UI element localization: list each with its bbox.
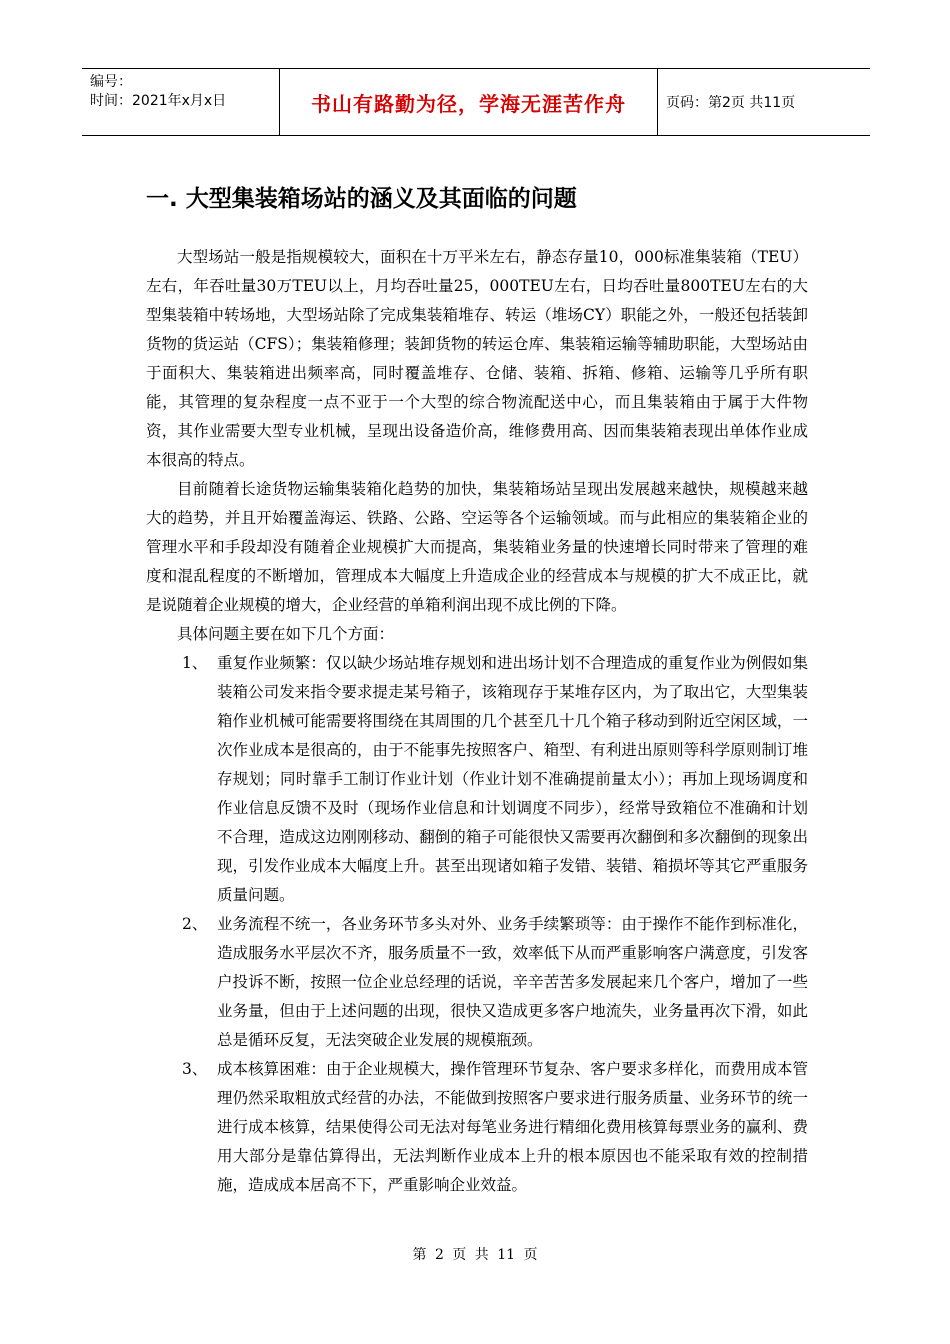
list-item-text: 成本核算困难：由于企业规模大，操作管理环节复杂、客户要求多样化，而费用成本管理仍然采取粗放式经营的办法，不能做到按照客户要求进行服务质量、业务环节的统一进行成本核算，结果使得公司无法对每笔业务进行精细化费用核算每票业务的赢利、费用大部分是靠估算得出，无法判断作业成本上升的根本原因也不能采取有效的控制措施，造成成本居高不下，严重影响企业效益。: [217, 1060, 808, 1194]
paragraph: 大型场站一般是指规模较大，面积在十万平米左右，静态存量10，000标准集装箱（TEU）左右，年吞吐量30万TEU以上，月均吞吐量25，000TEU左右，日均吞吐量800TEU左右的大型集装箱中转场地，大型场站除了完成集装箱堆存、转运（堆场CY）职能之外，一般还包括装卸货物的货运站（CFS）；集装箱修理；装卸货物的转运仓库、集装箱运输等辅助职能，大型场站由于面积大、集装箱进出频率高，同时覆盖堆存、仓储、装箱、拆箱、修箱、运输等几乎所有职能，其管理的复杂程度一点不亚于一个大型的综合物流配送中心，而且集装箱由于属于大件物资，其作业需要大型专业机械，呈现出设备造价高，维修费用高、因而集装箱表现出单体作业成本很高的特点。: [146, 248, 808, 469]
list-item-number: 2、: [182, 915, 208, 933]
list-item-text: 业务流程不统一，各业务环节多头对外、业务手续繁琐等：由于操作不能作到标准化，造成服务水平层次不齐，服务质量不一致，效率低下从而严重影响客户满意度，引发客户投诉不断，按照一位企业总经理的话说，辛辛苦苦多发展起来几个客户，增加了一些业务量，但由于上述问题的出现，很快又造成更多客户地流失，业务量再次下滑，如此总是循环反复，无法突破企业发展的规模瓶颈。: [217, 915, 808, 1049]
section-title: 一. 大型集装箱场站的涵义及其面临的问题: [146, 186, 577, 212]
list-item: [146, 649, 808, 910]
document-header: [82, 68, 870, 136]
header-motto-cell: [280, 69, 658, 135]
header-meta: [82, 69, 280, 135]
page-footer: 第 2 页 共 11 页: [412, 1247, 538, 1263]
header-motto: 书山有路勤为径，学海无涯苦作舟: [311, 91, 626, 116]
paragraph: 目前随着长途货物运输集装箱化趋势的加快，集装箱场站呈现出发展越来越快，规模越来越大的趋势，并且开始覆盖海运、铁路、公路、空运等各个运输领域。而与此相应的集装箱企业的管理水平和手段却没有随着企业规模扩大而提高，集装箱业务量的快速增长同时带来了管理的难度和混乱程度的不断增加，管理成本大幅度上升造成企业的经营成本与规模的扩大不成正比，就是说随着企业规模的增大，企业经营的单箱利润出现不成比例的下降。: [146, 480, 808, 614]
list-item: [146, 1055, 808, 1200]
list-item: [146, 910, 808, 1055]
list-item-number: 1、: [182, 654, 208, 672]
document-body: [146, 243, 808, 1200]
header-date: 时间：2021年x月x日: [90, 93, 227, 109]
header-number: 编号：: [90, 74, 132, 90]
header-page-cell: [658, 69, 870, 135]
list-item-text: 重复作业频繁：仅以缺少场站堆存规划和进出场计划不合理造成的重复作业为例假如集装箱公司发来指令要求提走某号箱子，该箱现存于某堆存区内，为了取出它，大型集装箱作业机械可能需要将围绕在其周围的几个甚至几十几个箱子移动到附近空闲区域，一次作业成本是很高的，由于不能事先按照客户、箱型、有利进出原则等科学原则制订堆存规划；同时靠手工制订作业计划（作业计划不准确提前量太小）；再加上现场调度和作业信息反馈不及时（现场作业信息和计划调度不同步），经常导致箱位不准确和计划不合理，造成这边刚刚移动、翻倒的箱子可能很快又需要再次翻倒和多次翻倒的现象出现，引发作业成本大幅度上升。甚至出现诸如箱子发错、装错、箱损坏等其它严重服务质量问题。: [217, 654, 808, 904]
header-page-number: 页码：第2页 共11页: [666, 95, 796, 111]
paragraph: 具体问题主要在如下几个方面：: [177, 625, 395, 643]
list-item-number: 3、: [182, 1060, 208, 1078]
problem-list: [146, 649, 808, 1200]
